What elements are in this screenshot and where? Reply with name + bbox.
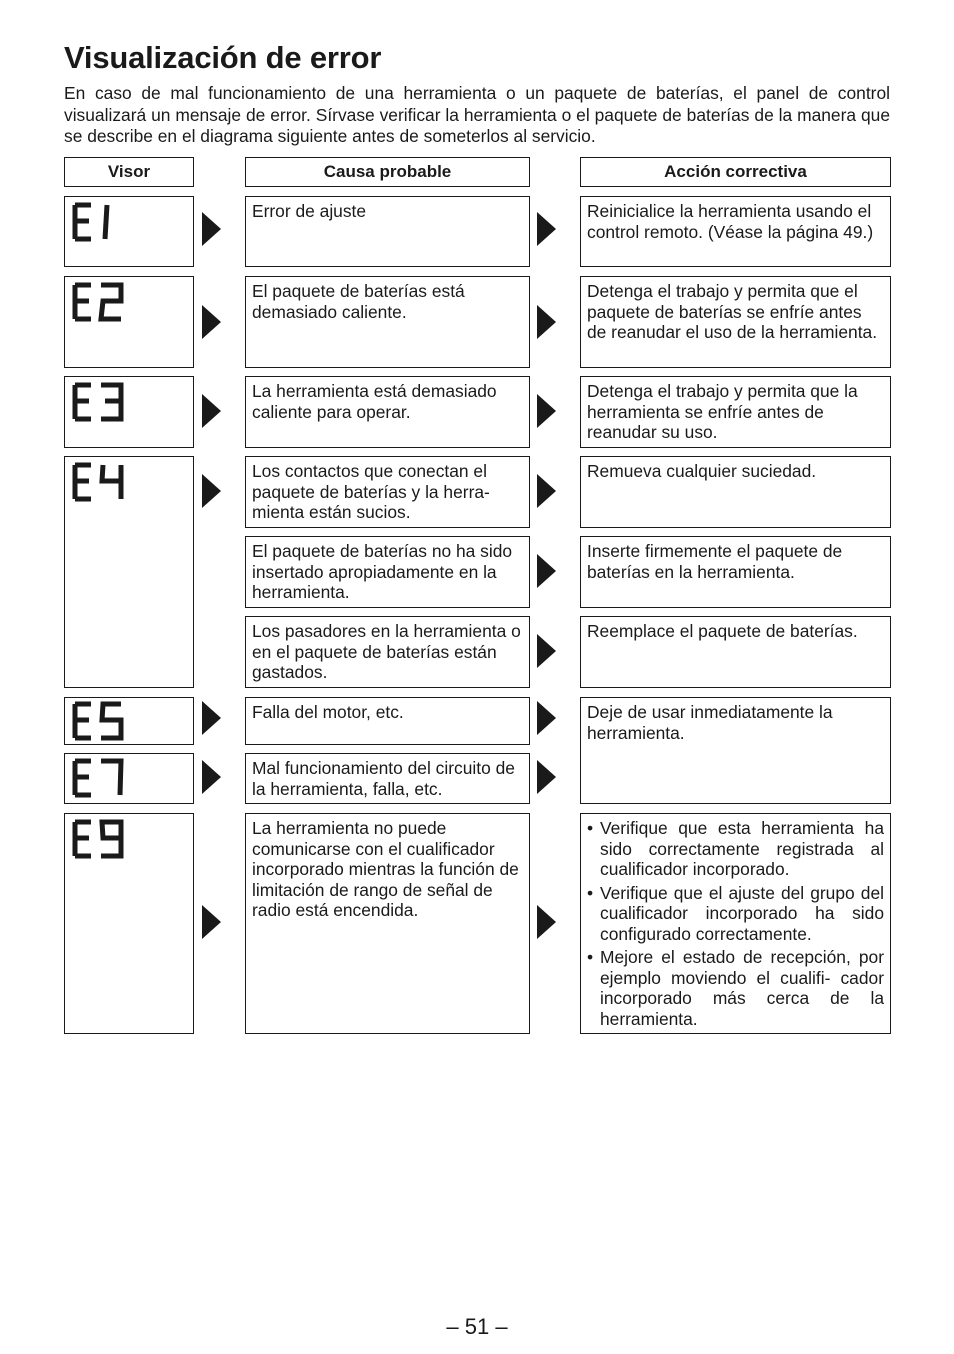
error-code-e1-display	[71, 201, 131, 245]
page-number: – 51 –	[446, 1314, 508, 1339]
arrow-right-icon	[202, 394, 221, 428]
error-code-e5-display	[71, 700, 131, 744]
arrow-right-icon	[202, 905, 221, 939]
arrow-right-icon	[202, 701, 221, 735]
arrow-right-icon	[537, 474, 556, 508]
arrow-right-icon	[537, 554, 556, 588]
cause-e2: El paquete de baterías está demasiado caliente.	[245, 276, 530, 368]
error-code-e2-display	[71, 281, 131, 325]
arrow-right-icon	[537, 634, 556, 668]
display-e4	[64, 456, 194, 688]
error-code-e3-display	[71, 381, 131, 425]
cause-e7: Mal funcionamiento del circuito de la herramienta, falla, etc.	[245, 753, 530, 804]
arrow-right-icon	[537, 212, 556, 246]
cause-e4-insertion: El paquete de baterías no ha sido insertado apropiadamente en la herramienta.	[245, 536, 530, 608]
action-e4-contacts: Remueva cualquier suciedad.	[580, 456, 891, 528]
intro-paragraph: En caso de mal funcionamiento de una herramienta o un paquete de baterías, el panel de control visualizará un mensaje de error. Sírvase verificar la herramienta o el paquete de baterías de la manera que se describe en el diagrama siguiente antes de someterlos al servicio.	[64, 83, 890, 146]
action-e9	[580, 813, 891, 1034]
cause-e5: Falla del motor, etc.	[245, 697, 530, 745]
arrow-right-icon	[537, 701, 556, 735]
display-e9	[64, 813, 194, 1034]
cause-e9: La herramienta no puede comunicarse con el cualificador incorporado mientras la función de limitación de rango de señal de radio está encendida.	[245, 813, 530, 1034]
list-item: • Verifique que el ajuste del grupo del cualificador incorporado ha sido configurado correctamente.	[587, 883, 884, 945]
display-e5	[64, 697, 194, 745]
arrow-right-icon	[537, 760, 556, 794]
action-e2: Detenga el trabajo y permita que el paquete de baterías se enfríe antes de reanudar el uso de la herramienta.	[580, 276, 891, 368]
action-e5-e7: Deje de usar inmediatamente la herramienta.	[580, 697, 891, 804]
arrow-right-icon	[537, 305, 556, 339]
action-e4-insertion: Inserte firmemente el paquete de baterías en la herramienta.	[580, 536, 891, 608]
display-e7	[64, 753, 194, 804]
header-visor: Visor	[64, 157, 194, 187]
header-causa: Causa probable	[245, 157, 530, 187]
arrow-right-icon	[202, 212, 221, 246]
action-e3: Detenga el trabajo y permita que la herramienta se enfríe antes de reanudar su uso.	[580, 376, 891, 448]
error-code-e9-display	[71, 818, 131, 862]
action-e4-pins: Reemplace el paquete de baterías.	[580, 616, 891, 688]
arrow-right-icon	[202, 305, 221, 339]
error-code-e4-display	[71, 461, 131, 505]
cause-e1: Error de ajuste	[245, 196, 530, 267]
arrow-right-icon	[202, 474, 221, 508]
display-e2	[64, 276, 194, 368]
page-title: Visualización de error	[64, 40, 382, 75]
cause-e4-contacts: Los contactos que conectan el paquete de baterías y la herra- mienta están sucios.	[245, 456, 530, 528]
list-item: • Mejore el estado de recepción, por ejemplo moviendo el cualifi- cador incorporado más cerca de la herramienta.	[587, 947, 884, 1029]
action-e1: Reinicialice la herramienta usando el control remoto. (Véase la página 49.)	[580, 196, 891, 267]
display-e1	[64, 196, 194, 267]
arrow-right-icon	[202, 760, 221, 794]
cause-e4-pins: Los pasadores en la herramienta o en el paquete de baterías están gastados.	[245, 616, 530, 688]
arrow-right-icon	[537, 394, 556, 428]
action-e9-list	[587, 818, 884, 1029]
list-item: • Verifique que esta herramienta ha sido correctamente registrada al cualificador incorporado.	[587, 818, 884, 880]
display-e3	[64, 376, 194, 448]
cause-e3: La herramienta está demasiado caliente para operar.	[245, 376, 530, 448]
header-accion: Acción correctiva	[580, 157, 891, 187]
error-code-e7-display	[71, 757, 131, 801]
arrow-right-icon	[537, 905, 556, 939]
